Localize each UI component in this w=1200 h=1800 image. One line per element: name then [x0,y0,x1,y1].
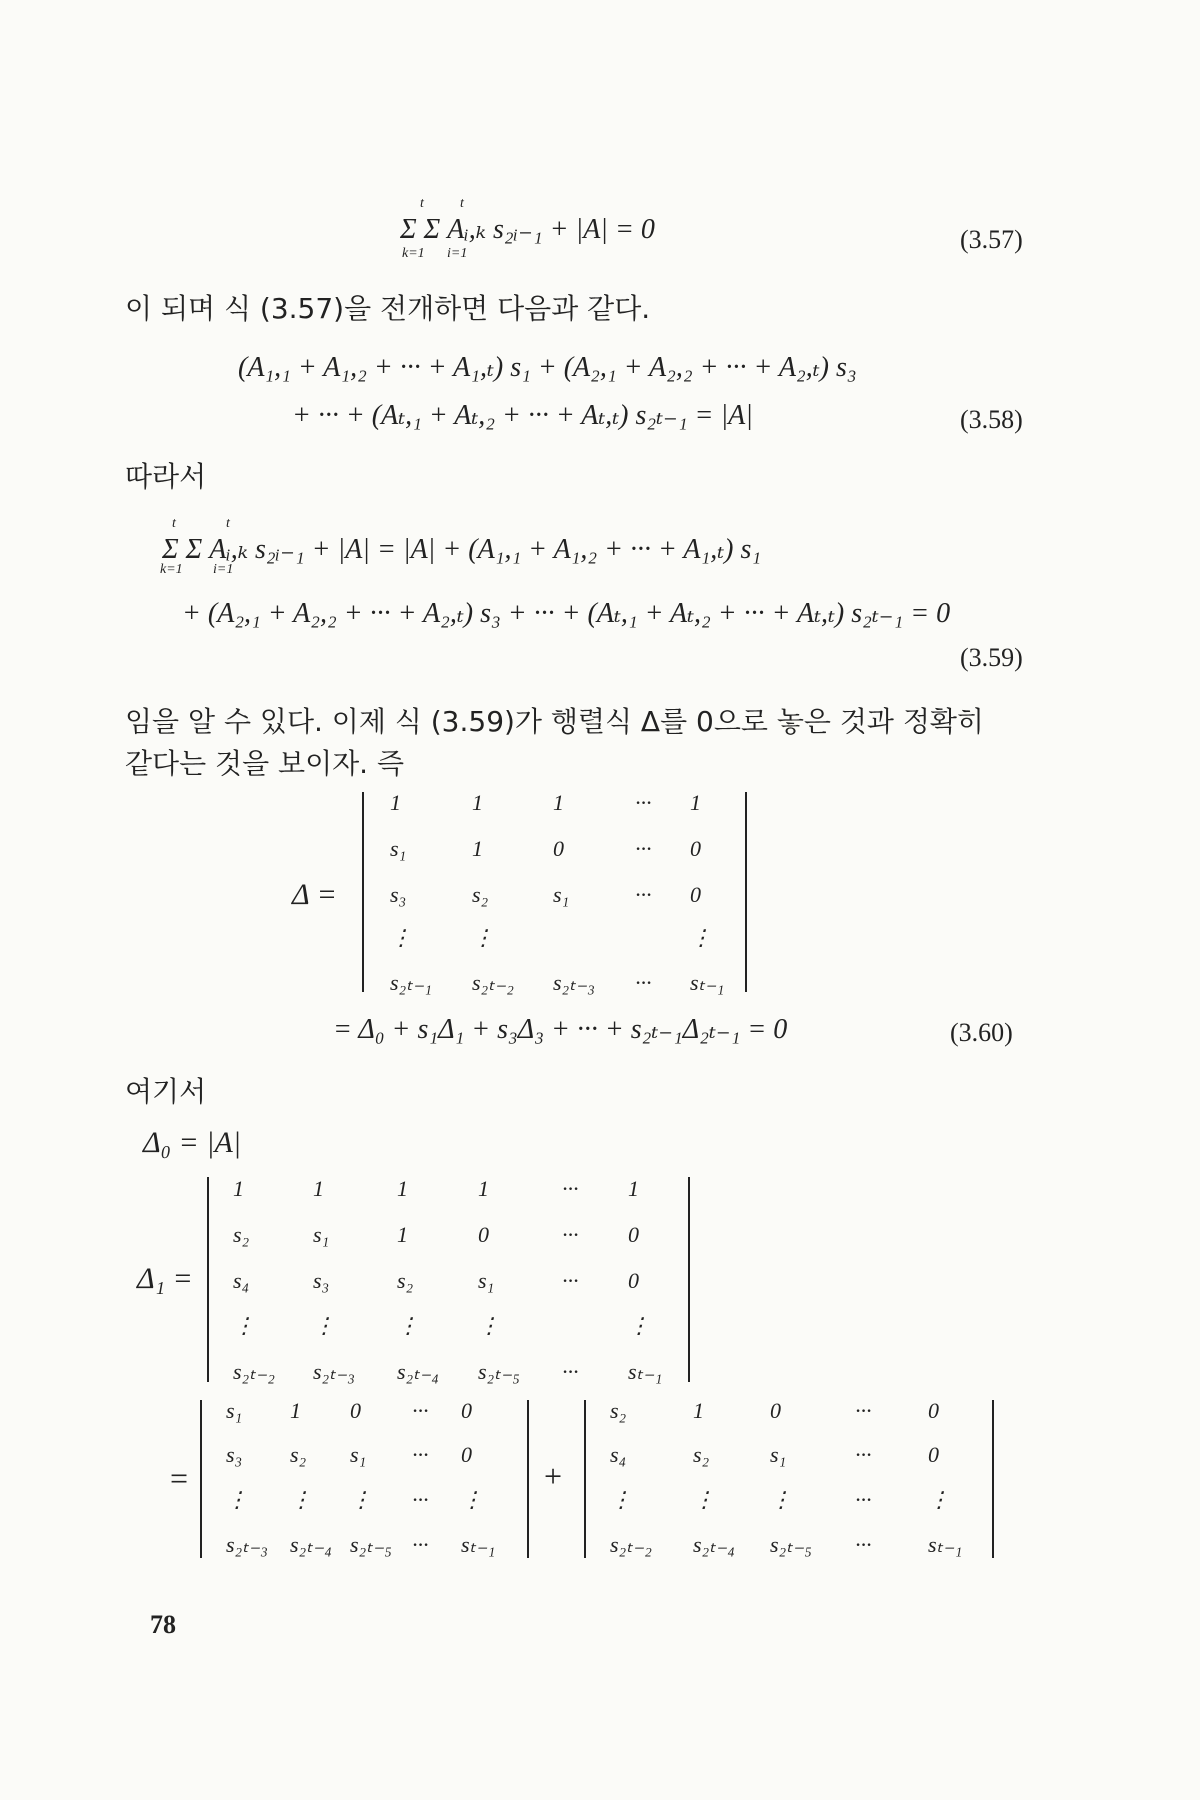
matrix-cell: s₁ [350,1442,367,1467]
matrix-cell: 0 [928,1442,939,1467]
determinant-bar-right [745,792,747,992]
matrix-cell: s₂ₜ₋₂ [233,1359,275,1384]
matrix-cell: ⋮ [693,1487,715,1512]
determinant-bar-right [527,1400,529,1558]
matrix-cell: ··· [635,882,652,907]
matrix-cell: s₃ [390,882,407,907]
matrix-cell: sₜ₋₁ [690,970,725,995]
matrix-cell: 0 [628,1268,639,1293]
equation-3-59-line2: + (A₂,₁ + A₂,₂ + ··· + A₂,ₜ) s₃ + ··· + (Aₜ,₁ + Aₜ,₂ + ··· + Aₜ,ₜ) s₂ₜ₋₁ = 0 [182,598,951,629]
matrix-cell: 0 [628,1222,639,1247]
matrix-cell: 0 [690,836,701,861]
matrix-cell: ⋮ [290,1487,312,1512]
matrix-cell: 1 [693,1398,704,1423]
matrix-cell: 0 [350,1398,361,1423]
matrix-cell: s₂ [693,1442,710,1467]
sum-upper-limit: t [172,516,176,531]
matrix-cell: s₂ₜ₋₅ [770,1532,812,1557]
equation-number: (3.60) [950,1018,1013,1047]
matrix-cell: 1 [397,1222,408,1247]
matrix-cell: ⋮ [397,1313,419,1338]
matrix-cell: s₂ [472,882,489,907]
delta0-definition: Δ₀ = |A| [143,1126,242,1159]
body-text: 임을 알 수 있다. 이제 식 (3.59)가 행렬식 Δ를 0으로 놓은 것과 정확히 [125,705,984,738]
sum-upper-limit: t [420,196,424,211]
sum-upper-limit: t [226,516,230,531]
matrix-cell: ··· [855,1398,872,1423]
body-text: 따라서 [125,460,207,493]
matrix-cell: 1 [290,1398,301,1423]
matrix-cell: ··· [412,1487,429,1512]
determinant-bar-left [207,1177,209,1382]
matrix-cell: ··· [855,1532,872,1557]
body-text: 같다는 것을 보이자. 즉 [125,747,405,780]
matrix-cell: ⋮ [233,1313,255,1338]
matrix-cell: s₁ [553,882,570,907]
sum-upper-limit: t [460,196,464,211]
matrix-cell: ⋮ [770,1487,792,1512]
matrix-cell: s₃ [313,1268,330,1293]
matrix-cell: ⋮ [690,925,712,950]
matrix-cell: ⋮ [461,1487,483,1512]
matrix-cell: 1 [478,1176,489,1201]
matrix-cell: 1 [313,1176,324,1201]
matrix-cell: s₂ₜ₋₄ [693,1532,735,1557]
matrix-cell: ··· [635,970,652,995]
matrix-cell: 1 [690,790,701,815]
determinant-bar-left [200,1400,202,1558]
matrix-cell: ⋮ [226,1487,248,1512]
page-number: 78 [150,1610,176,1639]
matrix-cell: s₄ [233,1268,250,1293]
matrix-cell: ⋮ [628,1313,650,1338]
matrix-cell: s₂ₜ₋₁ [390,970,432,995]
matrix-cell: 1 [397,1176,408,1201]
matrix-cell: s₂ₜ₋₂ [472,970,514,995]
matrix-cell: s₁ [313,1222,330,1247]
matrix-cell: s₁ [478,1268,495,1293]
matrix-cell: sₜ₋₁ [461,1532,496,1557]
sum-lower-limit: k=1 [402,246,425,261]
matrix-cell: ⋮ [390,925,412,950]
matrix-cell: ··· [412,1398,429,1423]
sum-lower-limit: i=1 [213,562,234,577]
matrix-cell: ··· [412,1442,429,1467]
matrix-cell: s₂ₜ₋₄ [290,1532,332,1557]
matrix-cell: ··· [412,1532,429,1557]
matrix-cell: sₜ₋₁ [928,1532,963,1557]
matrix-cell: 1 [553,790,564,815]
matrix-cell: 0 [553,836,564,861]
equals-sign: = [170,1460,189,1496]
matrix-cell: s₂ₜ₋₃ [553,970,595,995]
matrix-cell: s₂ₜ₋₅ [478,1359,520,1384]
matrix-cell: 0 [461,1398,472,1423]
equation-3-57: Σ Σ Aᵢ,ₖ s₂ᵢ₋₁ + |A| = 0 [400,214,655,245]
matrix-cell: s₂ₜ₋₂ [610,1532,652,1557]
matrix-cell: ⋮ [472,925,494,950]
matrix-cell: 0 [770,1398,781,1423]
matrix-cell: ··· [635,836,652,861]
determinant-bar-left [362,792,364,992]
matrix-cell: ⋮ [928,1487,950,1512]
matrix-cell: s₂ₜ₋₄ [397,1359,439,1384]
matrix-cell: s₂ [397,1268,414,1293]
matrix-cell: 0 [928,1398,939,1423]
matrix-cell: s₂ [610,1398,627,1423]
matrix-cell: 1 [472,790,483,815]
body-text: 여기서 [125,1075,207,1108]
matrix-cell: s₁ [226,1398,243,1423]
matrix-cell: 0 [461,1442,472,1467]
determinant-bar-right [688,1177,690,1382]
equation-3-59-line1: Σ Σ Aᵢ,ₖ s₂ᵢ₋₁ + |A| = |A| + (A₁,₁ + A₁,₂ + ··· + A₁,ₜ) s₁ [162,534,762,565]
matrix-cell: ··· [855,1487,872,1512]
matrix-cell: ··· [562,1268,579,1293]
matrix-cell: s₁ [390,836,407,861]
matrix-cell: sₜ₋₁ [628,1359,663,1384]
matrix-cell: ··· [855,1442,872,1467]
determinant-bar-left [584,1400,586,1558]
matrix-cell: 1 [472,836,483,861]
matrix-cell: s₂ [233,1222,250,1247]
plus-sign: + [544,1458,563,1494]
matrix-cell: ··· [562,1359,579,1384]
equation-3-58-line2: + ··· + (Aₜ,₁ + Aₜ,₂ + ··· + Aₜ,ₜ) s₂ₜ₋₁ = |A| [292,400,753,431]
equation-number: (3.57) [960,225,1023,254]
matrix-cell: s₁ [770,1442,787,1467]
matrix-cell: s₂ₜ₋₃ [226,1532,268,1557]
matrix-cell: s₂ₜ₋₅ [350,1532,392,1557]
matrix-cell: ⋮ [350,1487,372,1512]
matrix-cell: s₄ [610,1442,627,1467]
matrix-cell: 0 [690,882,701,907]
matrix-cell: 1 [628,1176,639,1201]
matrix-cell: s₂ [290,1442,307,1467]
body-text: 이 되며 식 (3.57)을 전개하면 다음과 같다. [125,292,651,325]
delta-label: Δ = [292,878,337,911]
matrix-cell: s₂ₜ₋₃ [313,1359,355,1384]
matrix-cell: s₃ [226,1442,243,1467]
matrix-cell: 1 [233,1176,244,1201]
sum-lower-limit: k=1 [160,562,183,577]
equation-number: (3.59) [960,643,1023,672]
equation-3-58-line1: (A₁,₁ + A₁,₂ + ··· + A₁,ₜ) s₁ + (A₂,₁ + A₂,₂ + ··· + A₂,ₜ) s₃ [238,352,857,383]
matrix-cell: ⋮ [478,1313,500,1338]
matrix-cell: ··· [562,1176,579,1201]
equation-3-60: = Δ₀ + s₁Δ₁ + s₃Δ₃ + ··· + s₂ₜ₋₁Δ₂ₜ₋₁ = 0 [333,1014,788,1045]
delta1-label: Δ₁ = [137,1262,193,1295]
matrix-cell: 0 [478,1222,489,1247]
matrix-cell: 1 [390,790,401,815]
matrix-cell: ··· [635,790,652,815]
equation-number: (3.58) [960,405,1023,434]
determinant-bar-right [992,1400,994,1558]
matrix-cell: ⋮ [313,1313,335,1338]
matrix-cell: ⋮ [610,1487,632,1512]
sum-lower-limit: i=1 [447,246,468,261]
matrix-cell: ··· [562,1222,579,1247]
